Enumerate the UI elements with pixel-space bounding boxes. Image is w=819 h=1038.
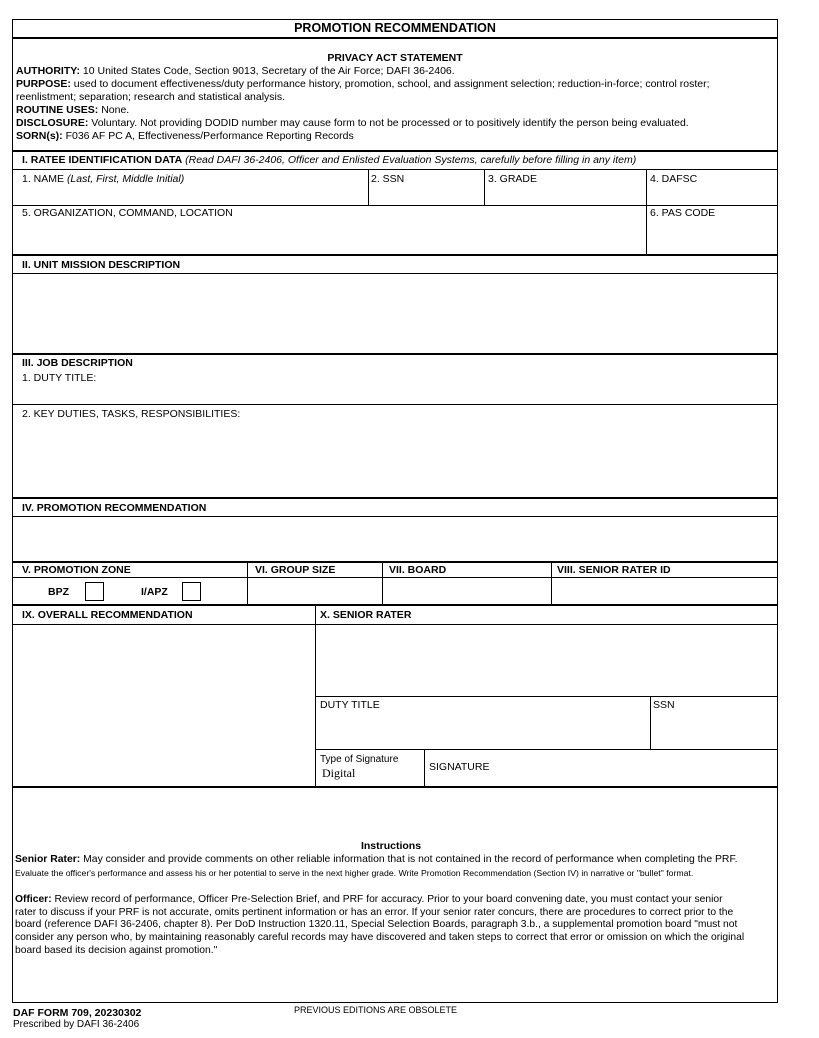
divider: [12, 786, 778, 788]
disclosure-label: DISCLOSURE:: [16, 117, 89, 129]
routine-label: ROUTINE USES:: [16, 104, 99, 116]
instructions-senior-rater: [15, 854, 738, 867]
privacy-purpose-cont: reenlistment; separation; research and statistical analysis.: [16, 91, 286, 103]
divider: [247, 561, 248, 604]
officer-line-3: board (reference DAFI 36-2406, chapter 8). Per DoD Instruction 1320.11, Special Selection Boards, paragraph 3.b., a supplemental promotion board "must not: [15, 919, 738, 931]
authority-label: AUTHORITY:: [16, 65, 80, 77]
group-size-field[interactable]: [249, 579, 380, 603]
divider: [424, 749, 425, 786]
senior-rater-id-heading: VIII. SENIOR RATER ID: [557, 564, 671, 576]
overall-recommendation-field[interactable]: [14, 626, 313, 784]
divider: [12, 273, 778, 274]
privacy-heading: PRIVACY ACT STATEMENT: [327, 52, 463, 64]
divider: [484, 169, 485, 206]
unit-mission-field[interactable]: [14, 275, 776, 353]
sorn-text: F036 AF PC A, Effectiveness/Performance Reporting Records: [65, 130, 354, 142]
divider: [12, 561, 778, 563]
instructions-officer: [15, 894, 744, 958]
divider: [12, 37, 778, 39]
senior-rater-name-field[interactable]: [317, 626, 776, 694]
divider: [382, 561, 383, 604]
org-label: 5. ORGANIZATION, COMMAND, LOCATION: [22, 207, 233, 219]
key-duties-field[interactable]: [14, 422, 776, 496]
officer-line-1: [15, 894, 744, 907]
ssn-label: 2. SSN: [371, 173, 405, 185]
divider: [12, 169, 778, 170]
bpz-checkbox[interactable]: [85, 582, 104, 601]
divider: [315, 696, 778, 697]
section2-heading: II. UNIT MISSION DESCRIPTION: [22, 259, 181, 271]
zone-heading: V. PROMOTION ZONE: [22, 564, 131, 576]
divider: [12, 497, 778, 499]
section1-note: (Read DAFI 36-2406, Officer and Enlisted Evaluation Systems, carefully before filling in any item): [185, 154, 637, 166]
dafsc-label: 4. DAFSC: [650, 173, 698, 185]
divider: [12, 254, 778, 256]
board-heading: VII. BOARD: [389, 564, 447, 576]
disclosure-text: Voluntary. Not providing DODID number may cause form to not be processed or to positively identify the person being evaluated.: [91, 117, 689, 129]
promotion-recommendation-field[interactable]: [14, 518, 776, 560]
iapz-checkbox[interactable]: [182, 582, 201, 601]
divider: [12, 516, 778, 517]
instructions-senior-rater-2: Evaluate the officer's performance and assess his or her potential to serve in the next higher grade. Write Promotion Recommendation (Section IV) in narrative or "bullet" format.: [15, 868, 694, 878]
signature-label: SIGNATURE: [429, 761, 490, 773]
grade-label: 3. GRADE: [488, 173, 538, 185]
name-label: [22, 173, 184, 186]
instructions-heading: Instructions: [360, 840, 422, 852]
authority-text: 10 United States Code, Section 9013, Secretary of the Air Force; DAFI 36-2406.: [82, 65, 455, 77]
duty-title-label: 1. DUTY TITLE:: [22, 372, 97, 384]
privacy-purpose: [16, 78, 710, 91]
bpz-label: BPZ: [48, 586, 69, 598]
divider: [12, 624, 778, 625]
privacy-routine: [16, 104, 129, 117]
name-label-text: 1. NAME: [22, 173, 65, 185]
key-duties-label: 2. KEY DUTIES, TASKS, RESPONSIBILITIES:: [22, 408, 241, 420]
routine-text: None.: [101, 104, 130, 116]
section10-heading: X. SENIOR RATER: [320, 609, 412, 621]
iapz-label: I/APZ: [141, 586, 168, 598]
section3-heading: III. JOB DESCRIPTION: [22, 357, 133, 369]
section4-heading: IV. PROMOTION RECOMMENDATION: [22, 502, 207, 514]
form-title: PROMOTION RECOMMENDATION: [294, 21, 496, 35]
officer-line-2: rater to discuss if your PRF is not accurate, omits pertinent information or has an error. If your senior rater concurs, there are procedures to correct prior to the: [15, 906, 734, 918]
purpose-label: PURPOSE:: [16, 78, 71, 90]
privacy-disclosure: [16, 117, 689, 130]
divider: [12, 577, 778, 578]
privacy-authority: [16, 65, 455, 78]
divider: [315, 749, 778, 750]
divider: [551, 561, 552, 604]
previous-editions-note: PREVIOUS EDITIONS ARE OBSOLETE: [294, 1005, 458, 1015]
officer-line-5: board based its decision against promotion.": [15, 944, 218, 956]
board-field[interactable]: [384, 579, 549, 603]
divider: [12, 150, 778, 152]
divider: [12, 353, 778, 355]
sig-type-value[interactable]: Digital: [322, 766, 356, 780]
section9-heading: IX. OVERALL RECOMMENDATION: [22, 609, 193, 621]
officer-line-4: consider any person who, by maintaining reasonably careful records may have discovered and taken steps to correct that error or omission on which the original: [15, 932, 745, 944]
divider: [12, 404, 778, 405]
divider: [650, 696, 651, 749]
sr-duty-title-label: DUTY TITLE: [320, 699, 380, 711]
privacy-sorn: [16, 130, 354, 143]
divider: [12, 205, 778, 206]
divider: [315, 604, 316, 786]
divider: [368, 169, 369, 206]
senior-rater-id-field[interactable]: [553, 579, 776, 603]
purpose-text: used to document effectiveness/duty performance history, promotion, school, and assignment selection; reduction-in-force; control roster;: [73, 78, 710, 90]
pas-code-label: 6. PAS CODE: [650, 207, 716, 219]
sr-ssn-label: SSN: [653, 699, 675, 711]
divider: [12, 604, 778, 606]
prescribed-by: Prescribed by DAFI 36-2406: [13, 1019, 140, 1030]
group-size-heading: VI. GROUP SIZE: [255, 564, 336, 576]
sorn-label: SORN(s):: [16, 130, 63, 142]
section1-heading: I. RATEE IDENTIFICATION DATA: [22, 154, 183, 166]
section1-header: [22, 154, 636, 167]
senior-rater-label: Senior Rater:: [15, 854, 81, 865]
divider: [646, 169, 647, 255]
officer-label: Officer:: [15, 894, 52, 905]
form-number: DAF FORM 709, 20230302: [13, 1007, 142, 1019]
name-hint: (Last, First, Middle Initial): [66, 173, 185, 185]
senior-rater-text: May consider and provide comments on other reliable information that is not contained in the record of performance when completing the PRF.: [83, 854, 738, 865]
sig-type-label: Type of Signature: [320, 754, 399, 765]
officer-text-1: Review record of performance, Officer Pre-Selection Brief, and PRF for accuracy. Prior to your board convening date, you must contact your senior: [54, 894, 723, 905]
